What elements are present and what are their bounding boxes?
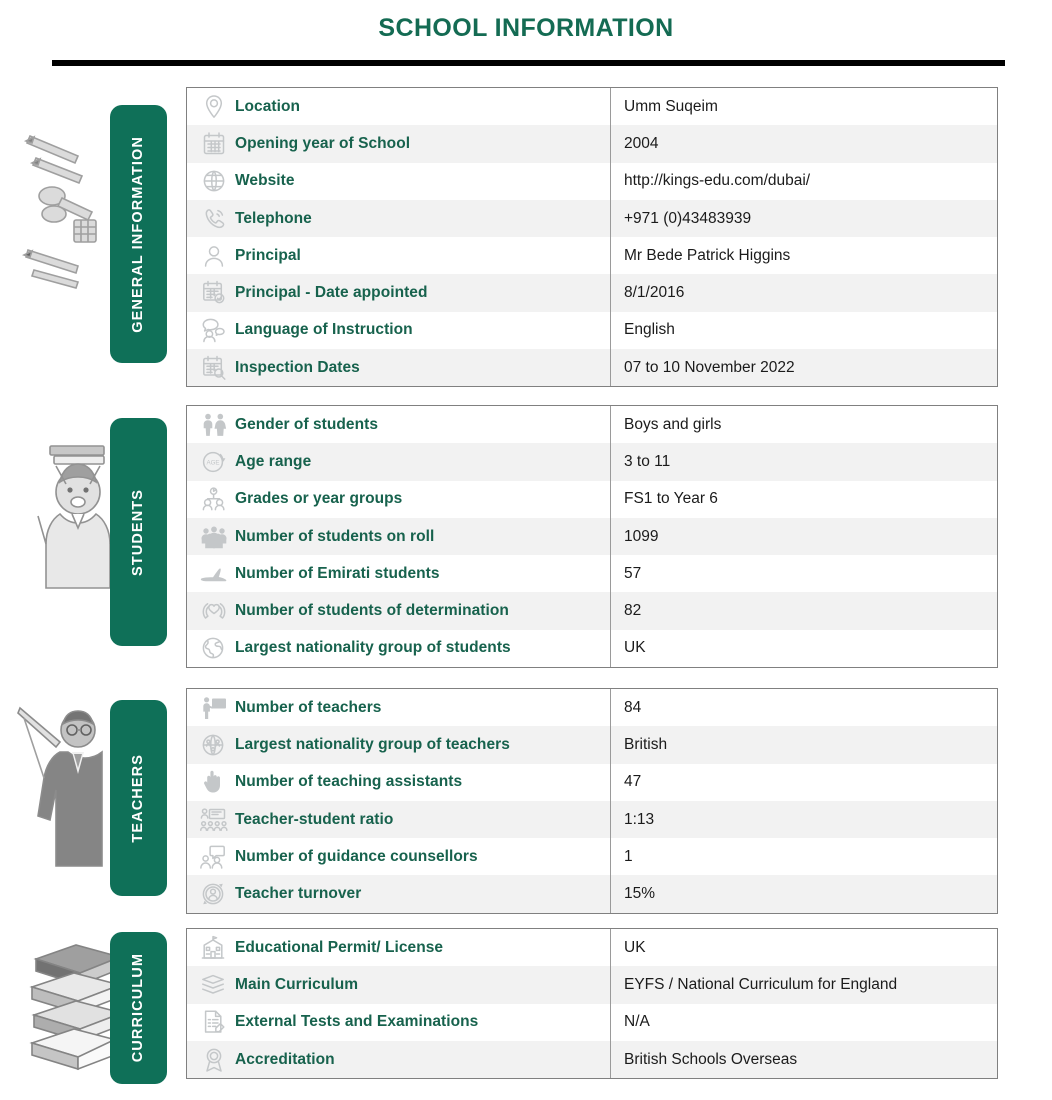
row-value-text: 3 to 11: [624, 452, 671, 470]
calendar-check-icon: [193, 278, 235, 308]
section-tab-general-information: [110, 105, 167, 363]
table-cell-label: [187, 518, 611, 555]
table-cell-label: [187, 125, 611, 162]
table-cell-label: [187, 966, 611, 1003]
table-row: [187, 406, 997, 443]
row-label-text: Grades or year groups: [235, 490, 403, 508]
table-row: [187, 966, 997, 1003]
row-value-text: 07 to 10 November 2022: [624, 358, 795, 376]
row-label-text: Number of teachers: [235, 698, 382, 716]
section-tab-label: TEACHERS: [130, 753, 147, 843]
row-value-text: 2004: [624, 134, 659, 152]
row-label-text: Opening year of School: [235, 134, 411, 152]
table-cell-label: [187, 274, 611, 311]
row-value-text: 82: [624, 602, 642, 620]
table-cell-label: [187, 443, 611, 480]
svg-text:AGE: AGE: [206, 459, 220, 467]
table-cell-label: [187, 312, 611, 349]
row-label-text: Largest nationality group of students: [235, 639, 511, 657]
section-tab-teachers: [110, 700, 167, 896]
crowd-icon: [193, 522, 235, 552]
row-value-text: UK: [624, 938, 646, 956]
table-row: [187, 200, 997, 237]
calendar-search-icon: [193, 353, 235, 383]
row-value-text: Boys and girls: [624, 415, 722, 433]
hands-heart-icon: [193, 596, 235, 626]
books-icon: [193, 970, 235, 1000]
row-value-text: 8/1/2016: [624, 284, 685, 302]
section-tab-label: GENERAL INFORMATION: [130, 135, 147, 333]
table-cell-label: [187, 88, 611, 125]
row-label-text: Website: [235, 172, 295, 190]
world-globe-icon: [193, 633, 235, 663]
table-cell-label: [187, 630, 611, 667]
row-value-text: Mr Bede Patrick Higgins: [624, 246, 791, 264]
section-tab-curriculum: [110, 932, 167, 1084]
stationery-photo: [22, 100, 118, 295]
table-cell-label: [187, 237, 611, 274]
table-row: [187, 838, 997, 875]
section-tab-label: STUDENTS: [130, 488, 147, 576]
table-row: [187, 875, 997, 912]
table-cell-label: [187, 1004, 611, 1041]
table-cell-label: [187, 592, 611, 629]
table-row: [187, 689, 997, 726]
row-label-text: Telephone: [235, 209, 312, 227]
table-cell-label: [187, 801, 611, 838]
table-cell-label: [187, 764, 611, 801]
table-cell-label: [187, 349, 611, 386]
row-value-text: N/A: [624, 1013, 650, 1031]
table-row: [187, 630, 997, 667]
counselling-icon: [193, 842, 235, 872]
table-cell-label: [187, 406, 611, 443]
teacher-board-icon: [193, 693, 235, 723]
info-table: [186, 688, 998, 914]
table-row: [187, 592, 997, 629]
table-cell-label: [187, 1041, 611, 1078]
table-row: [187, 726, 997, 763]
table-row: [187, 312, 997, 349]
table-cell-label: [187, 689, 611, 726]
row-label-text: Principal - Date appointed: [235, 284, 428, 302]
header-divider-rule: [52, 60, 1005, 66]
page-title: SCHOOL INFORMATION: [378, 14, 674, 42]
globe-people-icon: [193, 730, 235, 760]
table-row: [187, 237, 997, 274]
row-value-text: Umm Suqeim: [624, 97, 718, 115]
table-cell-label: [187, 163, 611, 200]
row-label-text: Accreditation: [235, 1050, 335, 1068]
row-label-text: Inspection Dates: [235, 358, 360, 376]
turnover-cycle-icon: [193, 879, 235, 909]
calendar-icon: [193, 129, 235, 159]
row-label-text: Largest nationality group of teachers: [235, 735, 510, 753]
row-label-text: Number of students of determination: [235, 602, 509, 620]
info-table: [186, 87, 998, 387]
table-cell-label: [187, 555, 611, 592]
table-row: [187, 929, 997, 966]
row-label-text: Location: [235, 97, 300, 115]
row-label-text: Number of students on roll: [235, 527, 435, 545]
row-label-text: Language of Instruction: [235, 321, 413, 339]
row-label-text: Main Curriculum: [235, 975, 359, 993]
table-row: [187, 518, 997, 555]
row-value-text: 1: [624, 847, 633, 865]
classroom-ratio-icon: [193, 805, 235, 835]
row-value-text: 57: [624, 564, 642, 582]
info-table: [186, 405, 998, 668]
table-cell-label: [187, 838, 611, 875]
globe-icon: [193, 166, 235, 196]
table-row: [187, 443, 997, 480]
row-value-text: 1:13: [624, 810, 655, 828]
row-label-text: Teacher turnover: [235, 885, 362, 903]
person-icon: [193, 241, 235, 271]
exam-paper-icon: [193, 1007, 235, 1037]
row-label-text: Teacher-student ratio: [235, 810, 394, 828]
location-pin-icon: [193, 92, 235, 122]
row-value-text: 1099: [624, 527, 659, 545]
row-value-text: EYFS / National Curriculum for England: [624, 975, 898, 993]
row-value-text: UK: [624, 639, 646, 657]
table-cell-label: [187, 481, 611, 518]
section-tab-students: [110, 418, 167, 646]
boy-girl-icon: [193, 410, 235, 440]
school-building-icon: [193, 933, 235, 963]
row-value-text: http://kings-edu.com/dubai/: [624, 172, 811, 190]
raised-hand-icon: [193, 767, 235, 797]
table-row: [187, 801, 997, 838]
table-row: [187, 1004, 997, 1041]
books-stack-photo: [26, 935, 122, 1100]
phone-icon: [193, 204, 235, 234]
row-value-text: British: [624, 735, 668, 753]
table-row: [187, 88, 997, 125]
age-circle-icon: [193, 447, 235, 477]
table-row: [187, 125, 997, 162]
teacher-photo: [16, 690, 112, 885]
table-cell-label: [187, 726, 611, 763]
row-label-text: Principal: [235, 246, 301, 264]
table-cell-label: [187, 875, 611, 912]
table-row: [187, 555, 997, 592]
section-tab-label: CURRICULUM: [130, 953, 147, 1063]
row-label-text: External Tests and Examinations: [235, 1013, 479, 1031]
group-hierarchy-icon: [193, 484, 235, 514]
table-cell-label: [187, 200, 611, 237]
table-cell-label: [187, 929, 611, 966]
row-label-text: Number of Emirati students: [235, 564, 440, 582]
table-row: [187, 481, 997, 518]
award-ribbon-icon: [193, 1045, 235, 1075]
row-label-text: Age range: [235, 452, 312, 470]
speech-person-icon: [193, 315, 235, 345]
row-value-text: 15%: [624, 885, 656, 903]
row-value-text: 47: [624, 773, 642, 791]
row-value-text: +971 (0)43483939: [624, 209, 752, 227]
row-label-text: Educational Permit/ License: [235, 938, 444, 956]
table-row: [187, 349, 997, 386]
row-label-text: Number of guidance counsellors: [235, 847, 478, 865]
row-value-text: 84: [624, 698, 642, 716]
table-row: [187, 274, 997, 311]
row-label-text: Number of teaching assistants: [235, 773, 463, 791]
table-row: [187, 764, 997, 801]
row-value-text: English: [624, 321, 675, 339]
table-row: [187, 1041, 997, 1078]
row-value-text: FS1 to Year 6: [624, 490, 718, 508]
row-value-text: British Schools Overseas: [624, 1050, 798, 1068]
row-label-text: Gender of students: [235, 415, 378, 433]
uae-map-icon: [193, 559, 235, 589]
info-table: [186, 928, 998, 1079]
table-row: [187, 163, 997, 200]
